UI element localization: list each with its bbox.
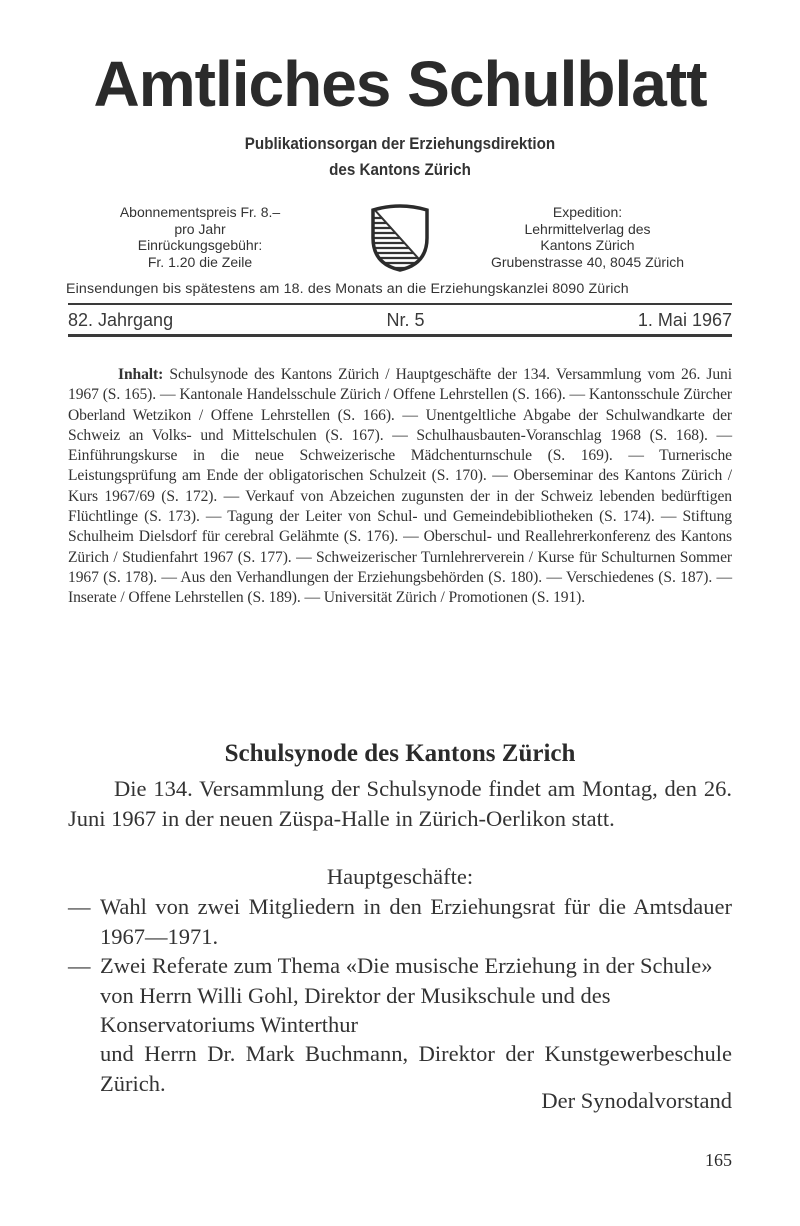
pricing-line: Abonnementspreis Fr. 8.– — [119, 204, 281, 220]
list-item-text: Zwei Referate zum Thema «Die musische Erziehung in der Schule» von Herrn Willi Gohl, Direktor der Musikschule und des Konservatoriums Winterthur — [100, 953, 713, 1037]
zurich-coat-of-arms-icon — [369, 204, 431, 272]
pricing-line: Einrückungsgebühr: — [137, 237, 263, 253]
list-dash: — — [68, 894, 91, 919]
expedition-line: Grubenstrasse 40, 8045 Zürich — [491, 253, 684, 270]
page-number: 165 — [705, 1150, 732, 1170]
issue-date: 1. Mai 1967 — [637, 309, 732, 330]
issue-line — [68, 309, 732, 331]
header-rule-bottom — [68, 334, 732, 337]
signature: Der Synodalvorstand — [541, 1088, 732, 1113]
article-continuation: und Herrn Dr. Mark Buchmann, Direktor der Kunstgewerbeschule Zürich. — [100, 1041, 732, 1096]
pricing-block — [90, 204, 310, 270]
expedition-line: Lehrmittelverlag des — [524, 220, 651, 237]
list-dash: — — [68, 953, 91, 978]
list-item — [68, 951, 732, 1040]
article-heading: Schulsynode des Kantons Zürich — [224, 740, 576, 767]
pricing-line: pro Jahr — [174, 220, 226, 237]
masthead-title: Amtliches Schulblatt — [93, 48, 707, 120]
table-of-contents — [68, 365, 732, 609]
submissions-note: Einsendungen bis spätestens am 18. des Monats an die Erziehungskanzlei 8090 Zürich — [66, 281, 629, 297]
expedition-line: Kantons Zürich — [540, 237, 635, 253]
masthead-subtitle-line1: Publikationsorgan der Erziehungsdirektion — [244, 135, 556, 153]
article-subheading: Hauptgeschäfte: — [326, 864, 474, 889]
expedition-line: Expedition: — [552, 204, 623, 220]
contents-label: Inhalt: — [118, 366, 164, 383]
volume-label: 82. Jahrgang — [68, 309, 174, 330]
masthead-subtitle-line2: des Kantons Zürich — [329, 161, 471, 179]
header-rule-top — [68, 303, 732, 305]
list-item-text: Wahl von zwei Mitgliedern in den Erziehungsrat für die Amtsdauer 1967—1971. — [100, 894, 732, 949]
article-intro: Die 134. Versammlung der Schulsynode findet am Montag, den 26. Juni 1967 in der neuen Züspa-Halle in Zürich-Oerlikon statt. — [68, 776, 732, 831]
expedition-block — [465, 204, 710, 270]
list-item — [68, 892, 732, 951]
pricing-line: Fr. 1.20 die Zeile — [147, 253, 253, 270]
contents-text: Schulsynode des Kantons Zürich / Hauptgeschäfte der 134. Versammlung vom 26. Juni 1967 (S. 165). — Kantonale Handelsschule Zürich / Offene Lehrstellen (S. 166). — Kantonsschule Zürcher Oberland Wetzikon / Offene Lehrstellen (S. 166). — Unentgeltliche Abgabe der Schulwandkarte der Schweiz an Volks- und Mittelschulen (S. 167). — Schulhausbauten-Voranschlag 1968 (S. 168). — Einführungskurse in die neue Schweizerische Mädchenturnschule (S. 169). — Turnerische Leistungsprüfung am Ende der obligatorischen Schulzeit (S. 170). — Oberseminar des Kantons Zürich / Kurs 1967/69 (S. 172). — Verkauf von Abzeichen zugunsten der in der Schweiz lebenden bedürftigen Flüchtlinge (S. 173). — Tagung der Leiter von Schul- und Gemeindebibliotheken (S. 174). — Stiftung Schulheim Dielsdorf für cerebral Gelähmte (S. 176). — Oberschul- und Reallehrerkonferenz des Kantons Zürich / Studienfahrt 1967 (S. 177). — Schweizerischer Turnlehrerverein / Kurse für Schulturnen Sommer 1967 (S. 178). — Aus den Verhandlungen der Erziehungsbehörden (S. 180). — Verschiedenes (S. 187). — Inserate / Offene Lehrstellen (S. 189). — Universität Zürich / Promotionen (S. 191). — [68, 366, 732, 607]
issue-number: Nr. 5 — [386, 309, 425, 330]
